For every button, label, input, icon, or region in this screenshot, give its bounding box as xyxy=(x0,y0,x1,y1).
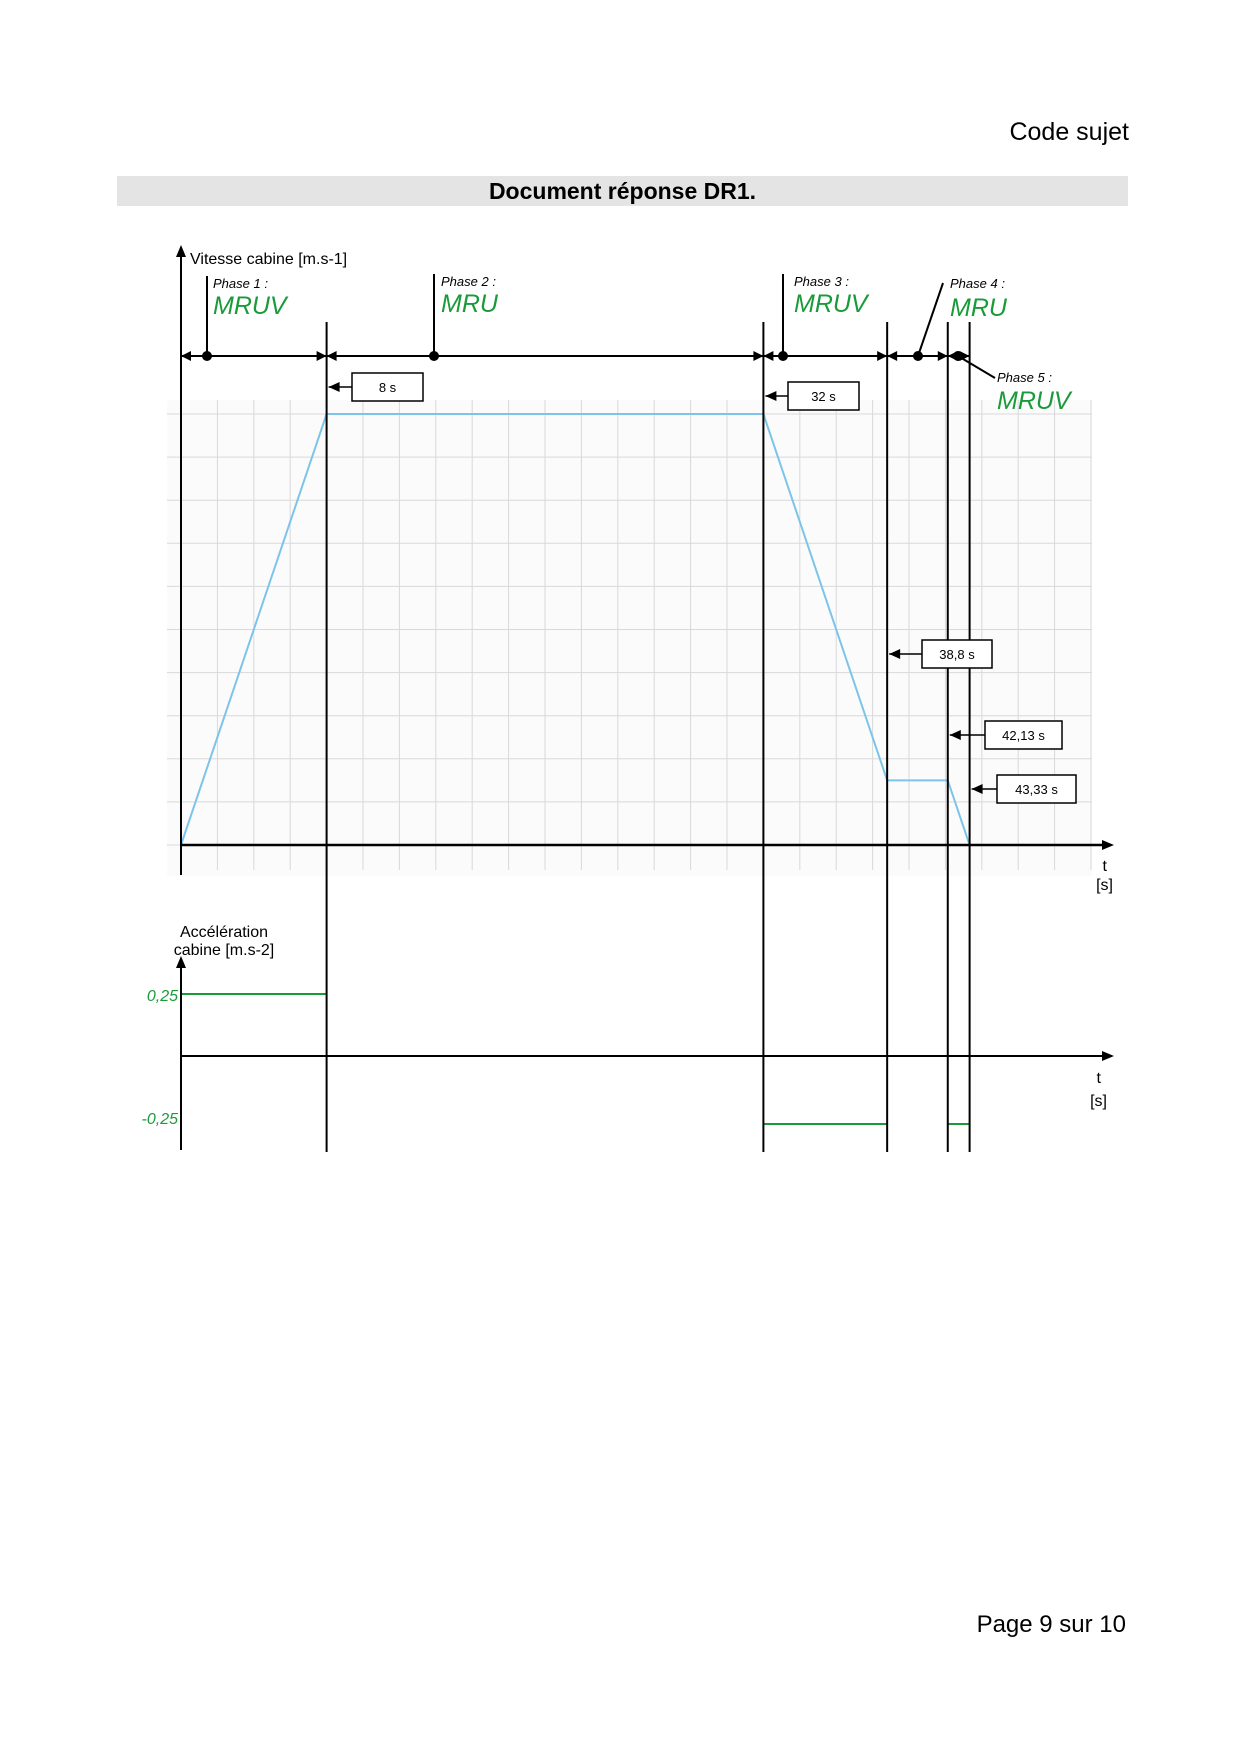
phase-label: Phase 3 : xyxy=(794,274,849,289)
time-mark-label: 38,8 s xyxy=(939,647,975,662)
phase-label: Phase 2 : xyxy=(441,274,496,289)
speed-grid xyxy=(167,400,1092,876)
speed-x-axis-label-unit: [s] xyxy=(1096,877,1113,894)
speed-x-axis-arrow xyxy=(1102,840,1114,850)
phase-type: MRU xyxy=(441,290,498,318)
dimension-arrowhead xyxy=(753,351,763,361)
dimension-arrowhead xyxy=(181,351,191,361)
speed-y-axis-arrow xyxy=(176,245,186,257)
acceleration-y-axis-label-line1: Accélération xyxy=(179,924,269,941)
acceleration-x-axis-label-t: t xyxy=(1096,1070,1101,1087)
dimension-arrowhead xyxy=(327,351,337,361)
time-mark-label: 8 s xyxy=(378,380,397,395)
phase-type: MRUV xyxy=(997,387,1071,415)
phase-label: Phase 4 : xyxy=(950,276,1005,291)
acceleration-curve-group xyxy=(181,994,970,1124)
plot-background xyxy=(167,400,1092,876)
phase-label: Phase 1 : xyxy=(213,276,268,291)
phase-leader-line xyxy=(918,283,943,356)
time-mark-label: 43,33 s xyxy=(1015,782,1058,797)
acceleration-y-axis-label-line2: cabine [m.s-2] xyxy=(173,942,275,959)
phase-type: MRU xyxy=(950,294,1007,322)
page-number: Page 9 sur 10 xyxy=(976,1611,1126,1638)
dimension-arrowhead xyxy=(887,351,897,361)
time-mark-label: 32 s xyxy=(811,389,836,404)
dimension-arrowhead xyxy=(317,351,327,361)
dimension-arrowhead xyxy=(763,351,773,361)
dimension-arrowhead xyxy=(938,351,948,361)
acceleration-x-axis-label-unit: [s] xyxy=(1090,1093,1107,1110)
phase-label: Phase 5 : xyxy=(997,370,1052,385)
phase-type: MRUV xyxy=(794,290,868,318)
acceleration-tick-negative: -0,25 xyxy=(141,1111,178,1128)
code-sujet: Code sujet xyxy=(1009,118,1129,146)
time-mark-arrowhead xyxy=(765,391,776,401)
acceleration-tick-positive: 0,25 xyxy=(146,988,178,1005)
time-mark-arrowhead xyxy=(329,382,340,392)
document-title: Document réponse DR1. xyxy=(117,176,1128,206)
dimension-arrowhead xyxy=(877,351,887,361)
acceleration-x-axis-arrow xyxy=(1102,1051,1114,1061)
speed-y-axis-label: Vitesse cabine [m.s-1] xyxy=(190,251,348,268)
phase-leader-line xyxy=(958,356,995,378)
phase-type: MRUV xyxy=(213,292,287,320)
speed-x-axis-label-t: t xyxy=(1102,858,1107,875)
time-mark-label: 42,13 s xyxy=(1002,728,1045,743)
